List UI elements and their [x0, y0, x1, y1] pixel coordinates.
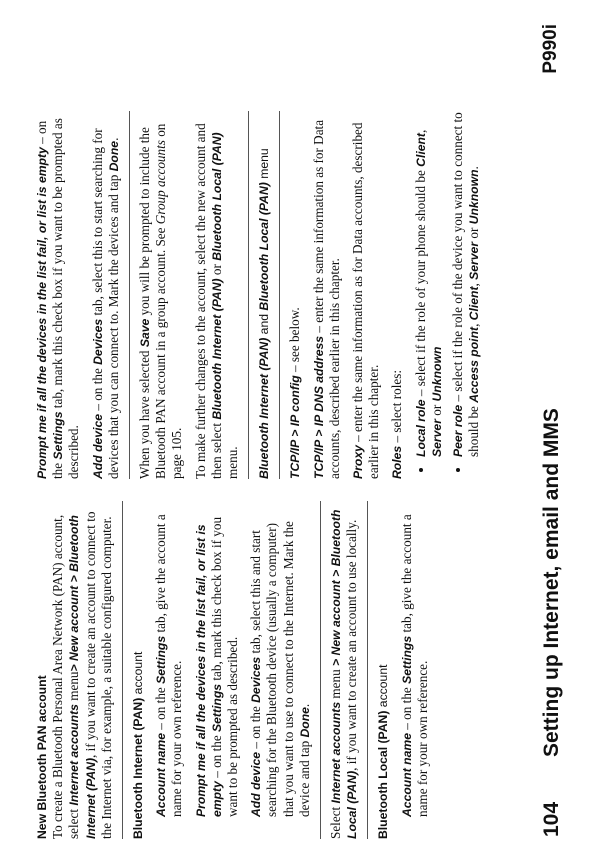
roles-list	[413, 111, 483, 479]
right-column	[34, 111, 488, 479]
further-changes-note: To make further changes to the account, select the new account and then select Bluetooth Internet (PAN) or Bluetooth Local (PAN) menu.	[192, 123, 241, 479]
prompt-item: Prompt me if all the devices in the list fail, or list is empty – on the Settings tab, mark this check box if you want to be prompted as described.	[34, 118, 82, 479]
new-pan-heading: New Bluetooth PAN account	[35, 675, 49, 839]
dns-item: TCP/IP > IP DNS address – enter the same information as for Data accounts, described earlier in this chapter.	[310, 119, 342, 479]
add-device-item: Add device – on the Devices tab, select this and start searching for the Bluetooth device (usually a computer) that you want to use to connect to the Internet. Mark the device and tap Done.	[248, 521, 312, 817]
local-account-name-item: Account name – on the Settings tab, give the account a name for your own reference.	[398, 514, 430, 817]
page-footer	[540, 24, 574, 837]
tcpip-config-item: TCP/IP > IP config – see below.	[287, 307, 303, 479]
add-device-item: Add device – on the Devices tab, select this to start searching for devices that you can connect to. Mark the devices and tap Done.	[89, 128, 121, 479]
chapter-title: Setting up Internet, email and MMS	[540, 408, 563, 757]
prompt-item: Prompt me if all the devices in the list fail, or list is empty – on the Settings tab, mark this check box if you want to be prompted as described.	[193, 516, 241, 817]
divider	[248, 111, 249, 479]
proxy-item: Proxy – enter the same information as for Data accounts, described earlier in this chapter.	[350, 122, 382, 479]
roles-item: Roles – select roles:	[389, 369, 405, 479]
divider	[122, 501, 123, 839]
divider	[279, 111, 280, 479]
divider	[367, 501, 368, 839]
account-name-item: Account name – on the Settings tab, give the account a name for your own reference.	[153, 514, 185, 817]
local-role-item: • Local role – select if the role of your phone should be Client, Server or Unknown	[413, 111, 445, 457]
local-pan-heading: Bluetooth Local (PAN) account	[376, 664, 391, 839]
page-number: 104	[540, 801, 563, 837]
divider	[129, 111, 130, 479]
save-note: When you have selected Save you will be prompted to include the Bluetooth PAN account in a group account. See Group accounts on page 105.	[137, 123, 185, 479]
model-name: P990i	[540, 24, 561, 74]
divider	[320, 501, 321, 839]
new-pan-intro: To create a Bluetooth Personal Area Network (PAN) account, select Internet accounts menu> New account > Bluetooth Internet (PAN), if you want to create an account to connect to the Internet via, for example, a suitable configured computer.	[50, 511, 114, 839]
peer-role-item: • Peer role – select if the role of the device you want to connect to should be Access point, Client, Server or Unknown.	[450, 111, 482, 457]
local-pan-intro: Select Internet accounts menu > New account > Bluetooth Local (PAN), if you want to create an account to use locally.	[328, 509, 360, 839]
pan-menu-heading: Bluetooth Internet (PAN) and Bluetooth Local (PAN) menu	[257, 148, 272, 479]
internet-pan-heading: Bluetooth Internet (PAN) account	[131, 651, 146, 839]
left-column	[34, 501, 438, 839]
